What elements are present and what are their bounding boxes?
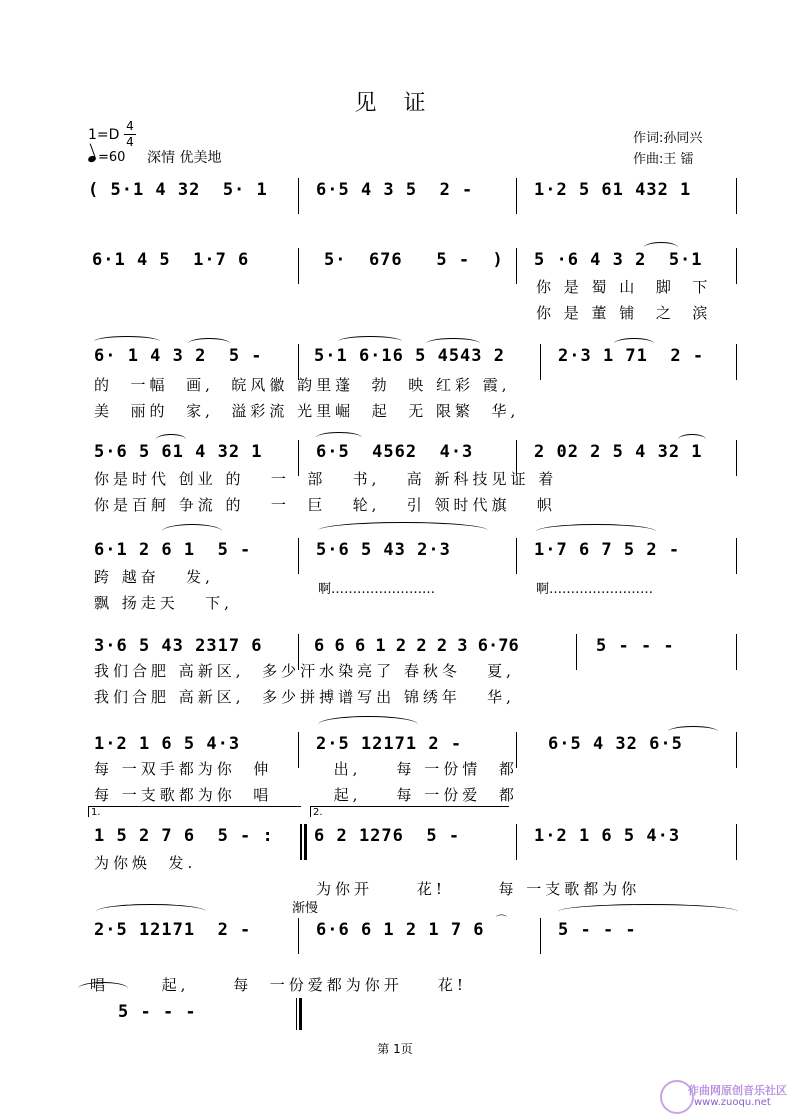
lyric-verse-1: 你是时代 创业 的 一 部 书, 高 新科技见证 着	[94, 470, 558, 488]
repeat-barline	[304, 824, 307, 860]
logo-text: 作曲网原创音乐社区	[688, 1084, 787, 1097]
lyric-verse-2: 你 是 董 铺 之 滨	[536, 304, 712, 322]
lyric-verse-1: 我们合肥 高新区, 多少汗水染亮了 春秋冬 夏,	[94, 662, 515, 680]
barline	[516, 178, 517, 214]
measure: 6 6 6 1 2 2 2 3 6·76	[314, 636, 519, 656]
slur	[162, 524, 222, 539]
measure: 2·3 1 71 2 -	[558, 346, 705, 366]
lyric-verse-1: 每 一双手都为你 伸 出, 每 一份情 都	[94, 760, 518, 778]
slur	[78, 982, 128, 995]
measure: 2 02 2 5 4 32 1	[534, 442, 703, 462]
tempo-mark: =60	[88, 150, 125, 165]
score-row	[88, 998, 748, 1040]
key-signature: 1=D	[88, 127, 120, 143]
credits	[633, 128, 702, 170]
lyric-verse-2: 美 丽的 家, 溢彩流 光里崛 起 无 限繁 华,	[94, 402, 520, 420]
barline	[576, 634, 577, 670]
barline	[736, 538, 737, 574]
lyric-verse-2: 你是百舸 争流 的 一 巨 轮, 引 领时代旗 帜	[94, 496, 556, 514]
composer: 作曲:王 镭	[633, 152, 694, 167]
barline	[298, 178, 299, 214]
logo-url: www.zuoqu.net	[694, 1097, 771, 1108]
measure: 1·2 1 6 5 4·3	[94, 734, 241, 754]
repeat-barline	[300, 824, 302, 860]
slur	[614, 338, 654, 349]
lyric-verse-1: 为你焕 发.	[94, 854, 197, 872]
slur	[188, 338, 230, 349]
barline	[736, 634, 737, 670]
lyric-ah: 啊……………………	[536, 582, 654, 597]
barline	[516, 538, 517, 574]
slur	[94, 336, 160, 347]
ritardando-mark: 渐慢	[292, 901, 319, 916]
measure: 5 ·6 4 3 2 5·1	[534, 250, 703, 270]
volta-first-ending: 1.	[88, 806, 301, 817]
measure: 5 - - -	[596, 636, 675, 656]
slur	[644, 242, 678, 253]
expression-mark: 深情 优美地	[147, 150, 222, 166]
slur	[338, 336, 402, 347]
slur	[536, 524, 656, 539]
slur	[426, 338, 480, 349]
fermata-icon: ⌒	[496, 914, 507, 927]
measure: 6· 1 4 3 2 5 -	[94, 346, 263, 366]
measure: 6·5 4562 4·3	[316, 442, 474, 462]
slur	[96, 904, 206, 919]
measure: 6·1 2 6 1 5 -	[94, 540, 252, 560]
measure: 6 2 1276 5 -	[314, 826, 461, 846]
barline	[736, 248, 737, 284]
lyric-verse-1: 唱 起, 每 一份爱都为你开 花!	[90, 976, 467, 994]
lyric-verse-2: 每 一支歌都为你 唱 起, 每 一份爱 都	[94, 786, 518, 804]
measure: 5 - - -	[558, 920, 637, 940]
measure: 5·6 5 61 4 32 1	[94, 442, 263, 462]
measure: 6·6 6 1 2 1 7 6	[316, 920, 485, 940]
measure: 6·5 4 3 5 2 -	[316, 180, 474, 200]
barline	[298, 538, 299, 574]
slur	[316, 432, 362, 443]
measure: 3·6 5 43 2317 6	[94, 636, 263, 656]
measure: 5· 676 5 - )	[324, 250, 504, 270]
measure: 5 - - -	[118, 1002, 197, 1022]
quarter-note-icon	[87, 155, 97, 163]
meter-top: 4	[126, 119, 134, 133]
barline	[736, 344, 737, 380]
page-title: 见 证	[354, 91, 436, 116]
barline	[540, 344, 541, 380]
lyric-verse-2: 为你开 花! 每 一支歌都为你	[316, 880, 641, 898]
lyric-verse-2: 我们合肥 高新区, 多少拼搏谱写出 锦绣年 华,	[94, 688, 515, 706]
lyricist: 作词:孙同兴	[633, 131, 703, 146]
measure: 1·2 5 61 432 1	[534, 180, 692, 200]
measure: 1·2 1 6 5 4·3	[534, 826, 681, 846]
final-barline	[299, 998, 302, 1030]
slur	[156, 434, 186, 445]
lyric-verse-1: 跨 越奋 发,	[94, 568, 214, 586]
barline	[736, 440, 737, 476]
time-signature	[124, 119, 136, 150]
lyric-verse-2: 飘 扬走天 下,	[94, 594, 233, 612]
page-number: 第 1页	[377, 1042, 413, 1056]
measure: 5·1 6·16 5 4543 2	[314, 346, 505, 366]
measure: 5·6 5 43 2·3	[316, 540, 451, 560]
measure: ( 5·1 4 32 5· 1	[88, 180, 268, 200]
measure: 1·7 6 7 5 2 -	[534, 540, 681, 560]
barline	[298, 248, 299, 284]
site-logo	[660, 1080, 787, 1112]
lyric-verse-1: 的 一幅 画, 皖风徽 韵里蓬 勃 映 红彩 霞,	[94, 376, 511, 394]
measure: 6·5 4 32 6·5	[548, 734, 683, 754]
slur	[318, 716, 418, 733]
measure: 2·5 12171 2 -	[94, 920, 252, 940]
lyric-verse-1: 你 是 蜀 山 脚 下	[536, 278, 712, 296]
volta-second-ending: 2.	[310, 806, 509, 817]
measure: 6·1 4 5 1·7 6	[92, 250, 250, 270]
measure: 2·5 12171 2 -	[316, 734, 463, 754]
barline	[736, 732, 737, 768]
score-row	[88, 176, 748, 218]
barline	[736, 824, 737, 860]
measure: 1 5 2 7 6 5 - :	[94, 826, 274, 846]
lyric-ah: 啊……………………	[318, 582, 436, 597]
barline	[298, 918, 299, 954]
barline	[736, 178, 737, 214]
barline	[296, 998, 297, 1030]
score-row	[88, 916, 748, 958]
barline	[540, 918, 541, 954]
barline	[516, 824, 517, 860]
slur	[318, 522, 488, 539]
meter-bottom: 4	[124, 134, 136, 150]
slur	[558, 904, 738, 919]
slur	[668, 726, 718, 737]
slur	[678, 434, 706, 445]
barline	[516, 248, 517, 284]
